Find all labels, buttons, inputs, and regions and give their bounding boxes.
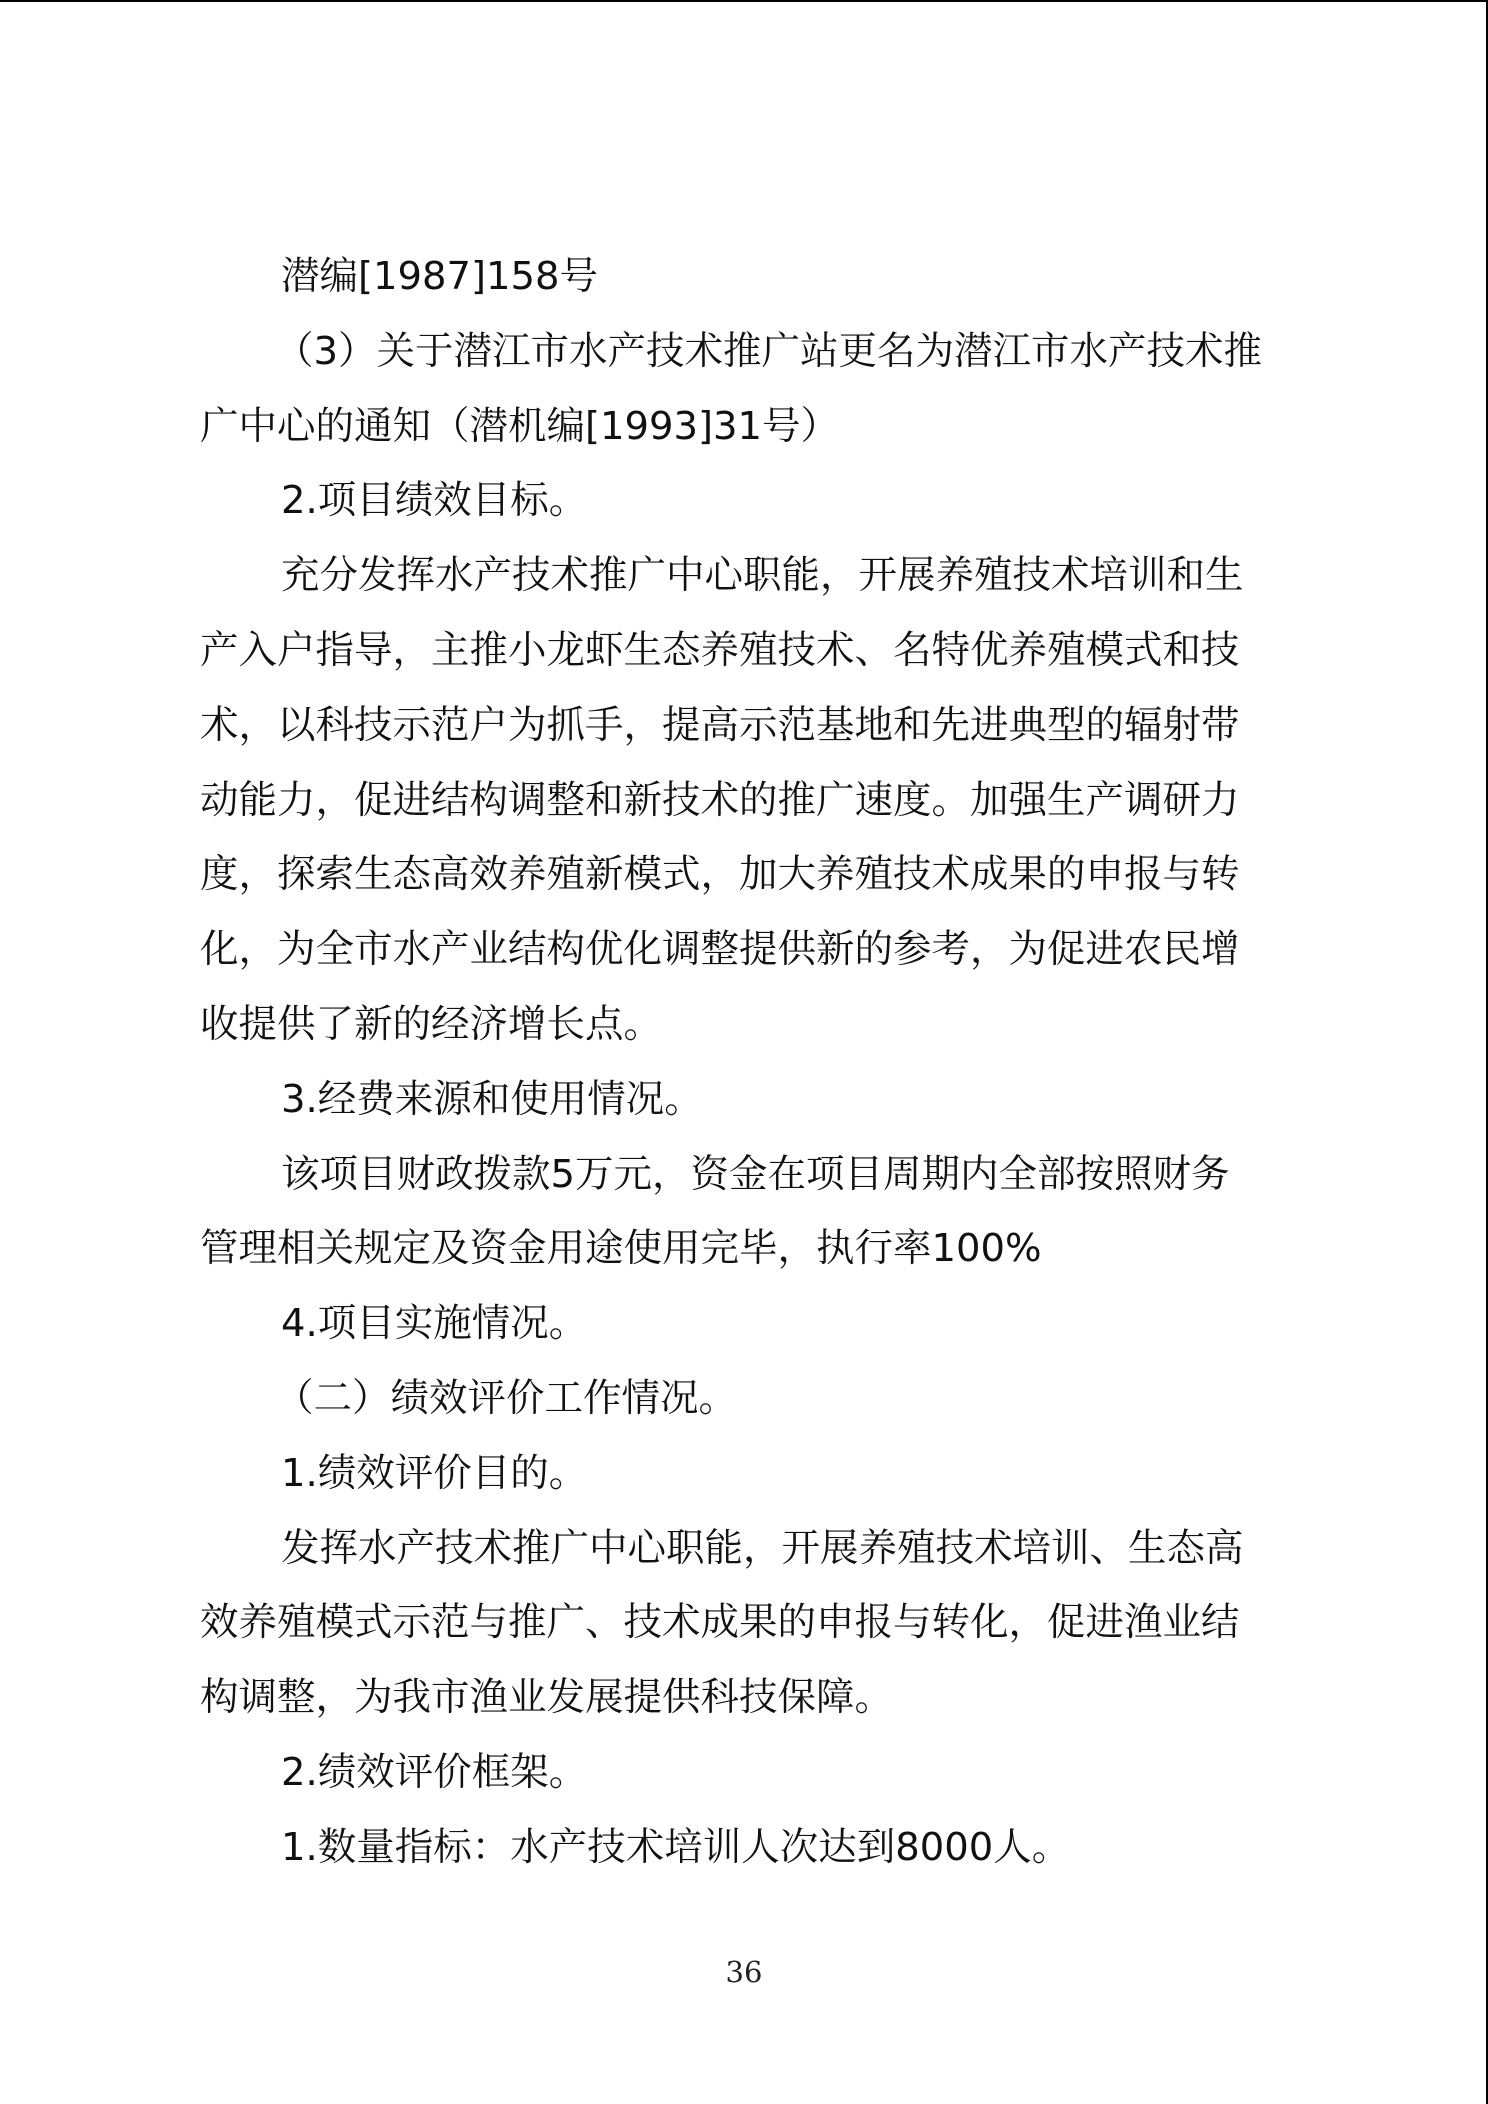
text-line: 动能力，促进结构调整和新技术的推广速度。加强生产调研力 xyxy=(200,777,1240,823)
text-line: 产入户指导，主推小龙虾生态养殖技术、名特优养殖模式和技 xyxy=(200,627,1240,673)
text-line: 管理相关规定及资金用途使用完毕，执行率100% xyxy=(200,1226,1042,1272)
text-line: 收提供了新的经济增长点。 xyxy=(200,1001,663,1047)
text-line: 该项目财政拨款5万元，资金在项目周期内全部按照财务 xyxy=(281,1151,1230,1197)
text-line: 广中心的通知（潜机编[1993]31号） xyxy=(200,403,840,449)
text-line: 1.数量指标：水产技术培训人次达到8000人。 xyxy=(281,1824,1071,1870)
section-heading: 1.绩效评价目的。 xyxy=(281,1450,588,1496)
text-line: 术，以科技示范户为抓手，提高示范基地和先进典型的辐射带 xyxy=(200,702,1240,748)
section-heading: （二）绩效评价工作情况。 xyxy=(275,1375,738,1421)
text-line: 发挥水产技术推广中心职能，开展养殖技术培训、生态高 xyxy=(281,1525,1244,1571)
text-line: 化，为全市水产业结构优化调整提供新的参考，为促进农民增 xyxy=(200,927,1240,973)
section-heading: 2.项目绩效目标。 xyxy=(281,478,588,524)
text-line: 充分发挥水产技术推广中心职能，开展养殖技术培训和生 xyxy=(281,553,1244,599)
text-line: 度，探索生态高效养殖新模式，加大养殖技术成果的申报与转 xyxy=(200,852,1240,898)
section-heading: 3.经费来源和使用情况。 xyxy=(281,1076,703,1122)
page-number: 36 xyxy=(725,1955,763,1989)
text-line: 潜编[1987]158号 xyxy=(281,254,599,299)
text-line: （3）关于潜江市水产技术推广站更名为潜江市水产技术推 xyxy=(275,328,1262,374)
text-line: 构调整，为我市渔业发展提供科技保障。 xyxy=(200,1675,894,1721)
document-body xyxy=(200,240,1290,1886)
section-heading: 2.绩效评价框架。 xyxy=(281,1749,588,1795)
section-heading: 4.项目实施情况。 xyxy=(281,1301,588,1347)
text-line: 效养殖模式示范与推广、技术成果的申报与转化，促进渔业结 xyxy=(200,1600,1240,1646)
